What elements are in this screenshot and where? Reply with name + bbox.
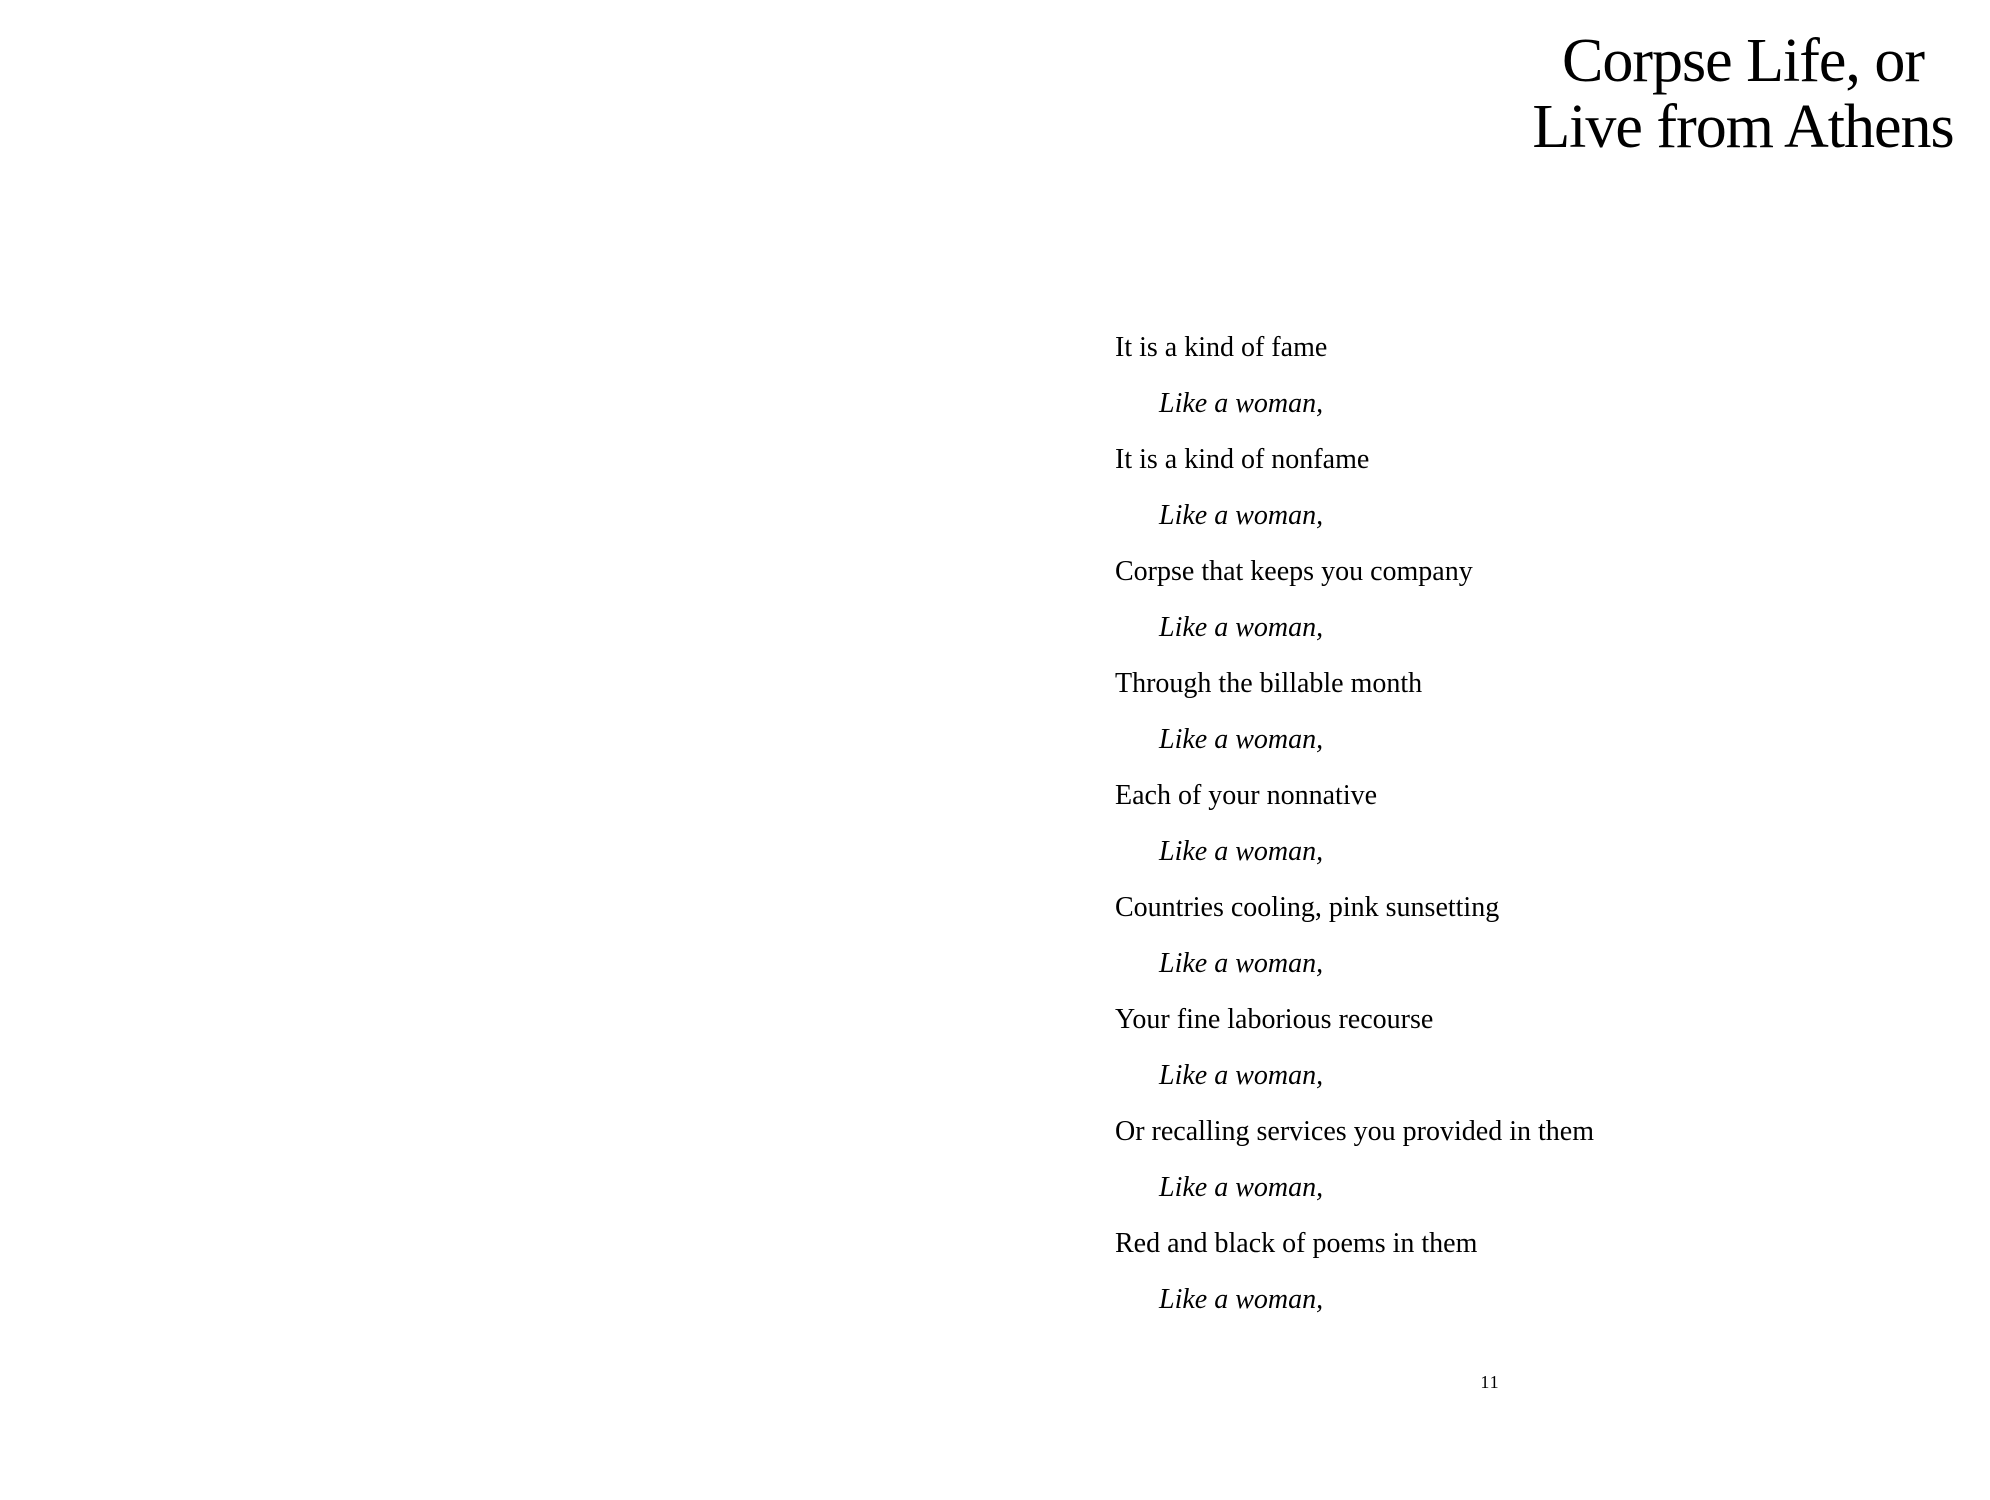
poem-title-block bbox=[1493, 28, 1990, 160]
poem-refrain-line: Like a woman, bbox=[1159, 724, 1324, 755]
poem-title-line-1: Corpse Life, or bbox=[1561, 27, 1925, 95]
poem-line: It is a kind of nonfame bbox=[1115, 444, 1370, 475]
poem-line: Each of your nonnative bbox=[1115, 780, 1378, 811]
poem-body bbox=[1115, 320, 1815, 1328]
page-number: 11 bbox=[1480, 1372, 1500, 1392]
poem-refrain-line: Like a woman, bbox=[1159, 836, 1324, 867]
poem-line: It is a kind of fame bbox=[1115, 332, 1328, 363]
poem-line: Your fine laborious recourse bbox=[1115, 1004, 1434, 1035]
poem-refrain-line: Like a woman, bbox=[1159, 948, 1324, 979]
poem-refrain-line: Like a woman, bbox=[1159, 388, 1324, 419]
right-page bbox=[995, 0, 1990, 1500]
poem-line: Red and black of poems in them bbox=[1115, 1228, 1478, 1259]
poem-line: Or recalling services you provided in them bbox=[1115, 1116, 1594, 1147]
poem-refrain-line: Like a woman, bbox=[1159, 500, 1324, 531]
poem-refrain-line: Like a woman, bbox=[1159, 1284, 1324, 1315]
poem-refrain-line: Like a woman, bbox=[1159, 612, 1324, 643]
poem-refrain-line: Like a woman, bbox=[1159, 1060, 1324, 1091]
poem-line: Through the billable month bbox=[1115, 668, 1423, 699]
poem-title-line-2: Live from Athens bbox=[1532, 93, 1954, 161]
poem-title bbox=[995, 28, 1985, 160]
poem-refrain-line: Like a woman, bbox=[1159, 1172, 1324, 1203]
poem-line: Corpse that keeps you company bbox=[1115, 556, 1473, 587]
poem-line: Countries cooling, pink sunsetting bbox=[1115, 892, 1500, 923]
